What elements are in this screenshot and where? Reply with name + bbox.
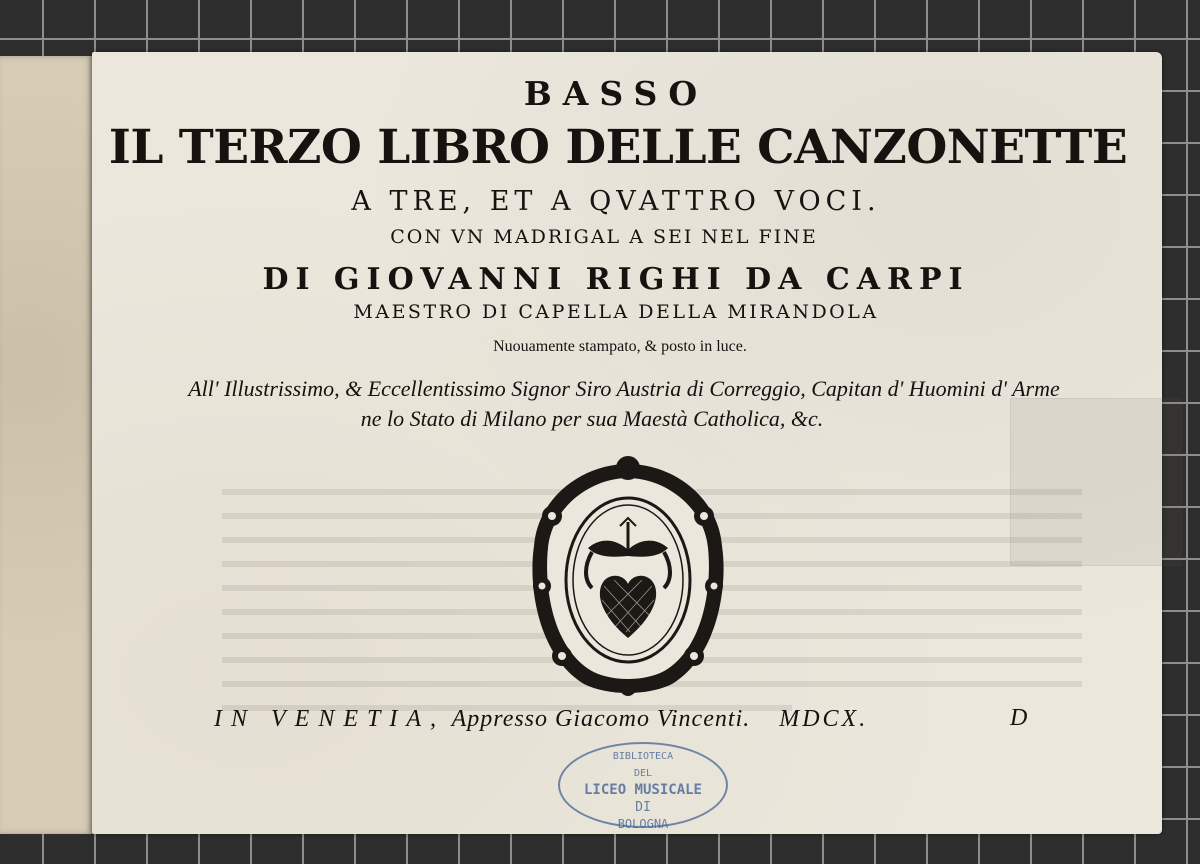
composer-name: DI GIOVANNI RIGHI DA CARPI	[262, 262, 970, 297]
gathering-signature: D	[1010, 705, 1028, 731]
voices-subtitle: A TRE, ET A QVATTRO VOCI.	[351, 186, 881, 217]
stamp-line-5: BOLOGNA	[617, 817, 669, 831]
imprint-line	[214, 706, 868, 733]
printers-device-emblem	[522, 456, 734, 696]
madrigal-subtitle: CON VN MADRIGAL A SEI NEL FINE	[390, 226, 818, 248]
composer-position: MAESTRO DI CAPELLA DELLA MIRANDOLA	[353, 301, 879, 323]
stamp-line-4: DI	[635, 800, 651, 815]
dedication-line-2: ne lo Stato di Milano per sua Maestà Catholica, &c.	[360, 406, 824, 431]
imprint-year: MDCX.	[779, 706, 869, 732]
stamp-line-1: BIBLIOTECA	[612, 751, 674, 762]
stamp-line-2: DEL	[633, 768, 653, 779]
voice-part-heading: BASSO	[523, 74, 709, 113]
edition-note: Nuouamente stampato, & posto in luce.	[493, 338, 747, 355]
stamp-line-3: LICEO MUSICALE	[583, 782, 702, 798]
imprint-printer: Appresso Giacomo Vincenti.	[451, 706, 751, 732]
imprint-city: IN VENETIA,	[214, 706, 445, 732]
book-title: IL TERZO LIBRO DELLE CANZONETTE	[108, 120, 1128, 175]
library-stamp	[558, 742, 728, 831]
dedication-line-1: All' Illustrissimo, & Eccellentissimo Signor Siro Austria di Correggio, Capitan d' Huomini d' Arme	[188, 376, 1060, 401]
